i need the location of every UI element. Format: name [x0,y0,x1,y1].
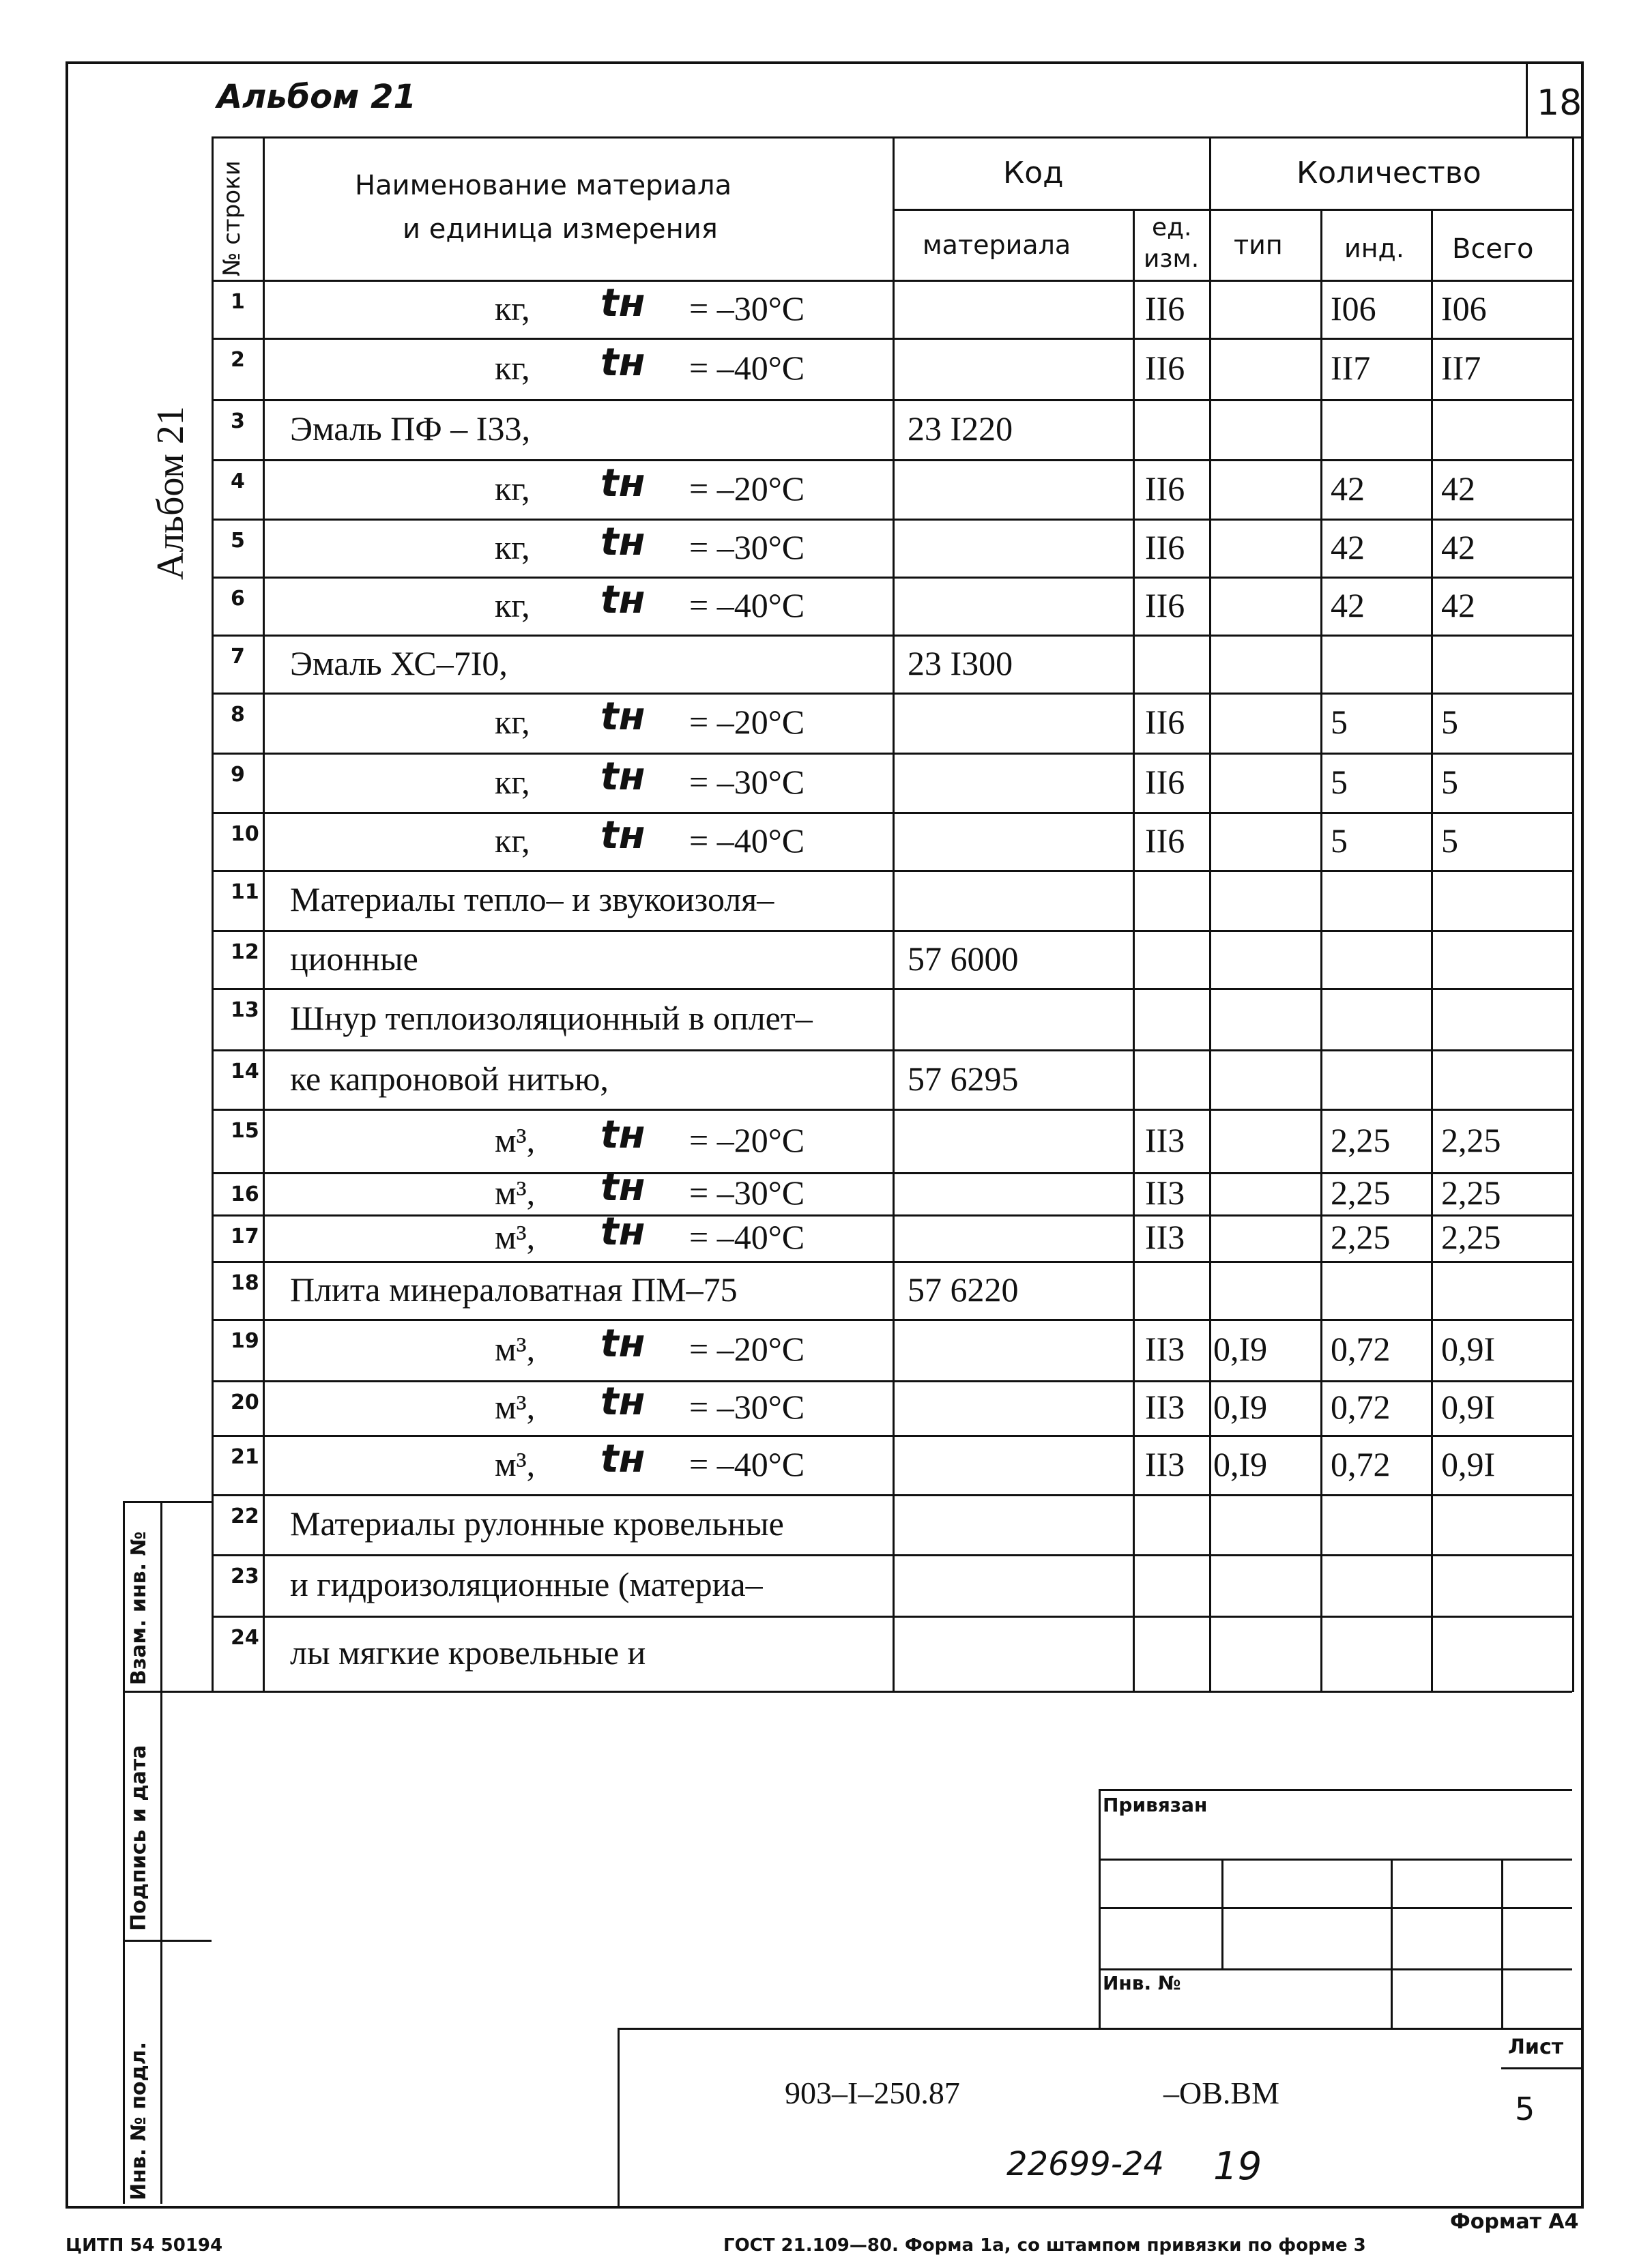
row-number: 24 [231,1626,259,1650]
row-number: 20 [231,1390,259,1414]
code-header: Код [1003,156,1064,190]
material-name: и гидроизоляционные (материа– [290,1565,763,1603]
unit-label: м³, [495,1121,536,1159]
temp-symbol: tн [600,520,646,564]
unit-code: II3 [1145,1445,1185,1483]
unit-code: II6 [1145,703,1185,741]
unit-label: кг, [495,821,530,860]
format-label: Формат А4 [1450,2210,1579,2234]
qty-total: II7 [1441,349,1481,387]
row-number: 10 [231,822,259,846]
temp-value: = –40°С [689,349,805,387]
qty-total: 0,9I [1441,1445,1496,1483]
unit-code: II6 [1145,763,1185,801]
qty-total: 42 [1441,528,1475,566]
temp-symbol: tн [600,1380,646,1424]
material-code: 23 I300 [908,644,1013,682]
material-name: ционные [290,940,418,978]
temp-value: = –20°С [689,469,805,508]
qty-total: I06 [1441,289,1487,327]
qty-ind: II7 [1331,349,1371,387]
inv-no-label: Инв. № [1103,1972,1181,1994]
handwritten-page: 19 [1213,2144,1262,2189]
material-name: Материалы рулонные кровельные [290,1504,784,1543]
qty-total: 5 [1441,703,1458,741]
sheet-label: Лист [1508,2035,1564,2059]
unit-code: II6 [1145,289,1185,327]
row-number: 21 [231,1445,259,1469]
temp-symbol: tн [600,1113,646,1157]
row-number: 14 [231,1060,259,1083]
row-number: 12 [231,940,259,964]
row-number: 4 [231,469,245,493]
designation-suffix: –ОВ.ВМ [1163,2076,1279,2110]
unit-code: II6 [1145,469,1185,508]
bound-label: Привязан [1103,1794,1208,1816]
unit-code: II3 [1145,1330,1185,1368]
qty-total: 2,25 [1441,1121,1501,1159]
temp-value: = –20°С [689,703,805,741]
qty-type: 0,I9 [1213,1388,1268,1426]
temp-value: = –30°С [689,289,805,327]
qty-ind: 42 [1331,469,1365,508]
row-number: 19 [231,1329,259,1353]
unit-label: м³, [495,1218,536,1256]
temp-value: = –30°С [689,763,805,801]
qty-ind: 5 [1331,703,1348,741]
unit-code: II6 [1145,528,1185,566]
material-code: 57 6295 [908,1060,1019,1098]
temp-symbol: tн [600,1165,646,1210]
temp-symbol: tн [600,1322,646,1366]
row-number: 8 [231,703,245,727]
footer-left: ЦИТП 54 50194 [66,2235,223,2256]
album-title: Альбом 21 [217,78,416,116]
row-number: 18 [231,1271,259,1295]
material-name: Материалы тепло– и звукоизоля– [290,880,774,918]
qty-ind: 5 [1331,763,1348,801]
unit-header-2: изм. [1144,245,1200,273]
qty-ind: 42 [1331,528,1365,566]
type-header: тип [1234,230,1283,260]
qty-ind: 42 [1331,586,1365,624]
temp-value: = –30°С [689,1388,805,1426]
qty-total: 42 [1441,586,1475,624]
sheet-number: 5 [1515,2091,1535,2127]
temp-value: = –20°С [689,1121,805,1159]
row-number: 23 [231,1564,259,1588]
name-unit-header: и единица измерения [403,214,718,245]
name-header: Наименование материала [355,170,732,201]
row-number: 11 [231,880,259,904]
quantity-header: Количество [1296,156,1481,190]
unit-code: II3 [1145,1218,1185,1256]
temp-symbol: tн [600,1437,646,1481]
unit-label: кг, [495,528,530,566]
row-number: 15 [231,1119,259,1143]
temp-value: = –20°С [689,1330,805,1368]
unit-label: кг, [495,289,530,327]
qty-total: 5 [1441,763,1458,801]
temp-value: = –40°С [689,821,805,860]
replace-inv-label: Взам. инв. № [127,1531,151,1685]
unit-label: кг, [495,586,530,624]
material-code: 23 I220 [908,409,1013,448]
unit-code: II3 [1145,1174,1185,1212]
unit-label: м³, [495,1174,536,1212]
material-name: Шнур теплоизоляционный в оплет– [290,999,813,1037]
temp-symbol: tн [600,1210,646,1254]
unit-code: II6 [1145,349,1185,387]
material-name: лы мягкие кровельные и [290,1633,646,1672]
row-number: 2 [231,348,245,372]
code-material-header: материала [923,230,1071,260]
unit-label: м³, [495,1388,536,1426]
material-code: 57 6000 [908,940,1019,978]
row-number: 9 [231,763,245,787]
unit-code: II3 [1145,1388,1185,1426]
unit-label: м³, [495,1330,536,1368]
temp-value: = –30°С [689,528,805,566]
qty-total: 2,25 [1441,1174,1501,1212]
row-number: 13 [231,998,259,1022]
material-name: ке капроновой нитью, [290,1060,609,1098]
temp-symbol: tн [600,461,646,506]
material-code: 57 6220 [908,1270,1019,1309]
qty-total: 5 [1441,821,1458,860]
qty-total: 0,9I [1441,1388,1496,1426]
qty-ind: 2,25 [1331,1218,1391,1256]
unit-code: II3 [1145,1121,1185,1159]
row-number: 16 [231,1182,259,1206]
qty-ind: 0,72 [1331,1445,1391,1483]
temp-symbol: tн [600,340,646,385]
qty-total: 0,9I [1441,1330,1496,1368]
row-number: 3 [231,409,245,433]
ind-header: инд. [1344,233,1404,263]
footer-right: ГОСТ 21.109—80. Форма 1а, со штампом привязки по форме 3 [723,2235,1366,2256]
material-name: Эмаль ПФ – I33, [290,409,530,448]
inv-orig-label: Инв. № подл. [127,2041,151,2200]
qty-ind: 2,25 [1331,1174,1391,1212]
side-album-label: Альбом 21 [149,406,192,580]
unit-label: кг, [495,349,530,387]
qty-ind: 5 [1331,821,1348,860]
temp-value: = –40°С [689,586,805,624]
unit-label: кг, [495,469,530,508]
unit-code: II6 [1145,821,1185,860]
row-number-header: № строки [218,160,246,276]
row-number: 6 [231,587,245,611]
qty-total: 2,25 [1441,1218,1501,1256]
temp-symbol: tн [600,813,646,858]
page-number: 18 [1537,83,1582,123]
unit-header-1: ед. [1152,214,1192,242]
temp-value: = –40°С [689,1218,805,1256]
temp-symbol: tн [600,695,646,739]
material-name: Плита минераловатная ПМ–75 [290,1270,738,1309]
row-number: 22 [231,1504,259,1528]
qty-ind: I06 [1331,289,1376,327]
qty-total: 42 [1441,469,1475,508]
unit-code: II6 [1145,586,1185,624]
temp-value: = –30°С [689,1174,805,1212]
material-name: Эмаль ХС–7I0, [290,644,508,682]
handwritten-number: 22699-24 [1006,2145,1165,2183]
unit-label: м³, [495,1445,536,1483]
temp-symbol: tн [600,281,646,325]
temp-symbol: tн [600,578,646,622]
qty-ind: 0,72 [1331,1330,1391,1368]
qty-ind: 0,72 [1331,1388,1391,1426]
unit-label: кг, [495,763,530,801]
row-number: 5 [231,529,245,553]
total-header: Всего [1452,233,1534,265]
row-number: 17 [231,1225,259,1249]
sign-date-label: Подпись и дата [127,1745,151,1931]
qty-type: 0,I9 [1213,1330,1268,1368]
designation: 903–I–250.87 [785,2076,960,2110]
row-number: 7 [231,645,245,669]
temp-value: = –40°С [689,1445,805,1483]
qty-ind: 2,25 [1331,1121,1391,1159]
temp-symbol: tн [600,755,646,799]
row-number: 1 [231,290,245,314]
qty-type: 0,I9 [1213,1445,1268,1483]
unit-label: кг, [495,703,530,741]
